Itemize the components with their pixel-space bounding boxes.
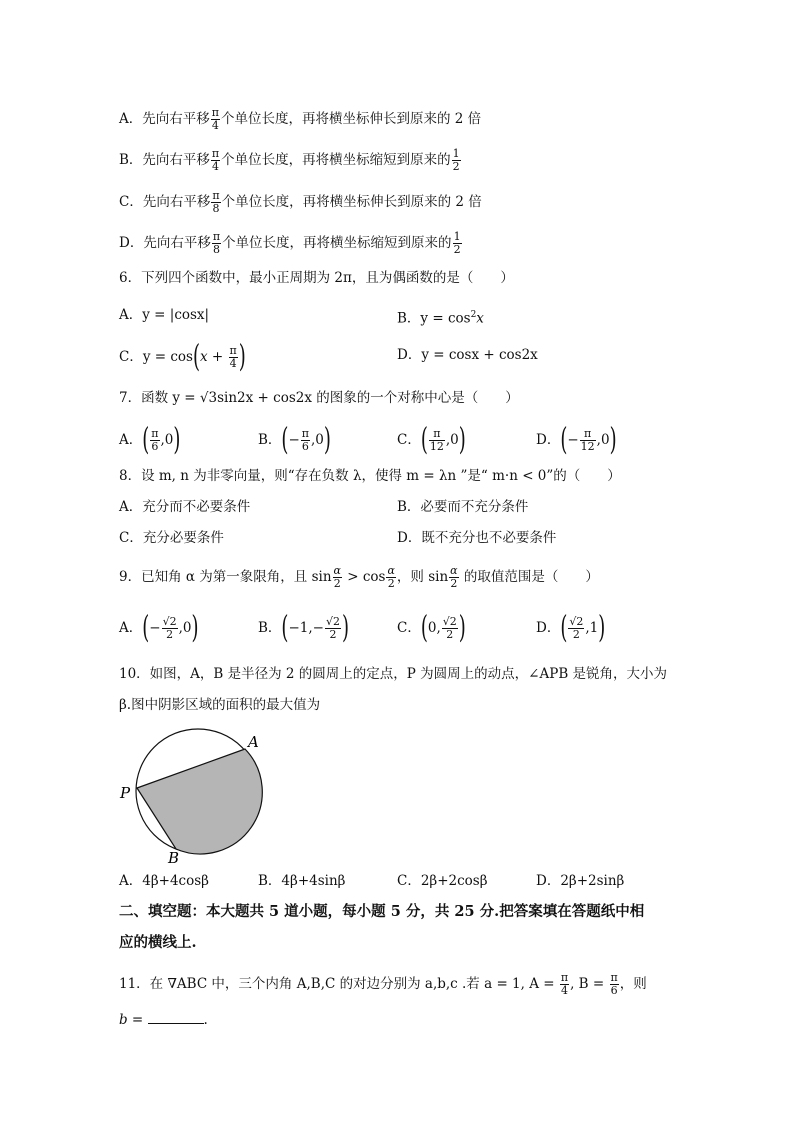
q10-option-d: D．2β+2sinβ (536, 873, 625, 889)
q10-figure (112, 722, 272, 867)
shaded-region (137, 749, 262, 854)
q9-option-d: D．( $\frac{√2}{2}$ ,1) (536, 609, 606, 646)
q11-answer-line: b = . (119, 1012, 208, 1028)
q8-option-a: A．充分而不必要条件 (119, 499, 251, 515)
q7-stem: 7．函数 y = √3sin2x + cos2x 的图象的一个对称中心是（ ） (119, 390, 519, 406)
q7-option-b: B．(− $\frac{\pi}{6}$ ,0) (258, 421, 331, 458)
answer-blank[interactable] (148, 1011, 204, 1024)
q5-option-c: C．先向右平移 $\frac{\pi}{8}$ 个单位长度，再将横坐标伸长到原来的 2 倍 (119, 189, 482, 215)
q6-option-b: B．$y = \cos^2x$ (397, 310, 484, 327)
q8-option-b: B．必要而不充分条件 (397, 499, 529, 515)
section-heading-line1: 二、填空题：本大题共 5 道小题，每小题 5 分，共 25 分.把答案填在答题纸中相 (119, 903, 645, 920)
label-b: B (168, 849, 180, 867)
q6-option-c: C．y = cos(x + $\frac{\pi}{4}$ ) (119, 338, 246, 375)
section-heading-line2: 应的横线上. (119, 934, 197, 951)
q10-option-a: A．4β+4cosβ (119, 873, 209, 889)
q7-option-a: A．( $\frac{\pi}{6}$ ,0) (119, 421, 181, 458)
q9-option-c: C．(0, $\frac{√2}{2}$ ) (397, 609, 466, 646)
q8-option-d: D．既不充分也不必要条件 (397, 530, 557, 546)
q5-option-b: B．先向右平移 $\frac{\pi}{4}$ 个单位长度，再将横坐标缩短到原来的 $\frac{1}{2}$ (119, 147, 460, 173)
q7-option-d: D．(− $\frac{\pi}{12}$ ,0) (536, 421, 617, 458)
q10-stem-line1: 10．如图，A，B 是半径为 2 的圆周上的定点，P 为圆周上的动点，∠APB 是锐角，大小为 (119, 666, 668, 682)
q6-option-d: D．y = cosx + cos2x (397, 347, 538, 363)
q5-option-a: A．先向右平移 $\frac{\pi}{4}$ 个单位长度，再将横坐标伸长到原来的 2 倍 (119, 106, 482, 132)
q11-stem: 11．在 ∇ABC 中，三个内角 A,B,C 的对边分别为 a,b,c .若 a = 1, A = $\frac{\pi}{4}$ , B = $\frac{\pi}{6}$ ，则 (119, 971, 647, 997)
q10-option-b: B．4β+4sinβ (258, 873, 346, 889)
q5-option-d: D．先向右平移 $\frac{\pi}{8}$ 个单位长度，再将横坐标缩短到原来的 $\frac{1}{2}$ (119, 230, 461, 256)
q9-stem: 9．已知角 α 为第一象限角，且 sin $\frac{\alpha}{2}$ > cos $\frac{\alpha}{2}$ ，则 sin $\frac{\alpha}{2}$ 的取值范围是（ ） (119, 564, 599, 590)
q6-stem: 6．下列四个函数中，最小正周期为 2π，且为偶函数的是（ ） (119, 270, 514, 286)
label-a: A (248, 733, 259, 751)
label-p: P (120, 784, 131, 802)
q10-option-c: C．2β+2cosβ (397, 873, 488, 889)
q6-option-a: A．y = |cosx| (119, 307, 210, 323)
q9-option-a: A．(− $\frac{√2}{2}$ ,0) (119, 609, 199, 646)
q8-option-c: C．充分必要条件 (119, 530, 224, 546)
q9-option-b: B．(−1,− $\frac{√2}{2}$ ) (258, 609, 350, 646)
q7-option-c: C．( $\frac{\pi}{12}$ ,0) (397, 421, 466, 458)
q10-stem-line2: β.图中阴影区域的面积的最大值为 (119, 697, 321, 713)
q8-stem: 8．设 m, n 为非零向量，则“存在负数 λ，使得 m = λn ”是“ m·n < 0”的（ ） (119, 468, 621, 484)
